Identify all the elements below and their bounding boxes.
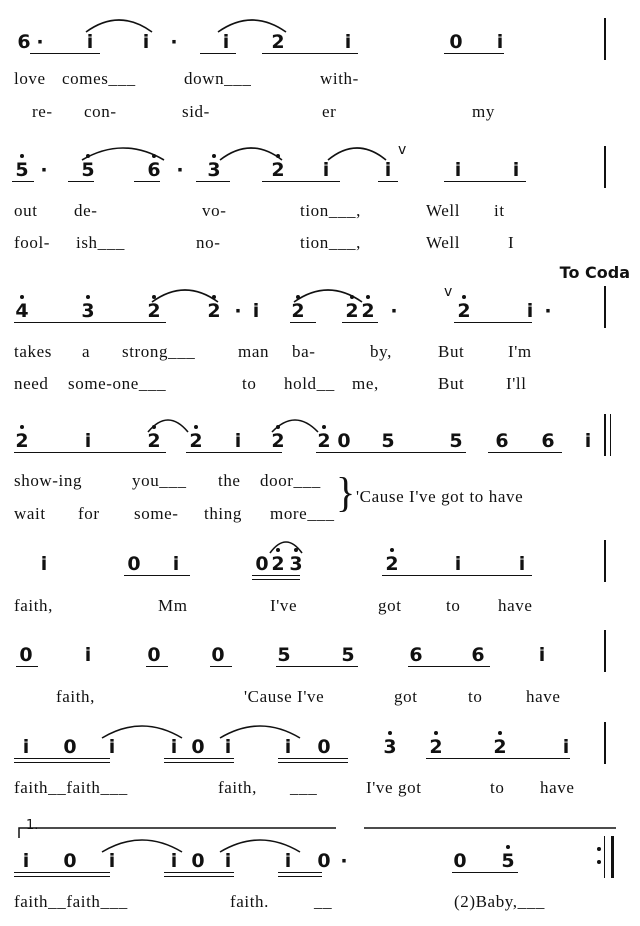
lyric-word: I'm [508, 342, 532, 361]
lyric-word: tion___, [300, 201, 361, 220]
lyric-word: But [438, 374, 465, 393]
note: i [22, 736, 30, 758]
note: 6 [541, 430, 555, 452]
lyric-word: have [498, 596, 533, 615]
note: 2 [270, 553, 286, 575]
note: · [390, 300, 398, 322]
lyric-word: Well [426, 233, 461, 252]
lyric-word: to [490, 778, 505, 797]
lyric-line [14, 68, 614, 92]
lyric-word: you___ [132, 471, 187, 490]
brace: } [336, 468, 356, 517]
barline [604, 18, 606, 60]
lyric-word: with- [320, 69, 359, 88]
barline [604, 146, 606, 188]
note: i [526, 300, 534, 322]
note: 2 [146, 430, 162, 452]
note: 5 [80, 159, 96, 181]
note: i [252, 300, 260, 322]
lyric-line [14, 686, 614, 710]
note: i [496, 31, 504, 53]
notes-row-5 [14, 553, 614, 583]
slur [84, 12, 154, 34]
note: i [84, 644, 92, 666]
note: 0 [19, 644, 33, 666]
lyric-word: man [238, 342, 270, 361]
note: · [234, 300, 242, 322]
lyric-word: to [242, 374, 257, 393]
slur [218, 832, 302, 854]
lyric-word: (2)Baby,___ [454, 892, 545, 911]
note: 2 [384, 553, 400, 575]
lyric-word: thing [204, 504, 242, 523]
note: 0 [337, 430, 351, 452]
lyric-word: I'll [506, 374, 527, 393]
note: 2 [270, 159, 286, 181]
volta-label: 1. [26, 818, 39, 833]
lyric-line [14, 777, 614, 801]
note: 6 [471, 644, 485, 666]
notes-row-6 [14, 644, 614, 674]
note: i [538, 644, 546, 666]
lyric-word: down___ [184, 69, 252, 88]
lyric-word: to [468, 687, 483, 706]
note: i [512, 159, 520, 181]
lyric-word: tion___, [300, 233, 361, 252]
barline [604, 540, 606, 582]
lyric-word: no- [196, 233, 221, 252]
note: i [384, 159, 392, 181]
lyric-word: er [322, 102, 337, 121]
lyric-word: have [540, 778, 575, 797]
lyric-line [14, 101, 614, 125]
lyric-line [14, 341, 614, 365]
lyric-word: a [82, 342, 91, 361]
lyric-word: show-ing [14, 471, 83, 490]
note: 2 [290, 300, 306, 322]
slur [326, 140, 388, 162]
note: i [584, 430, 592, 452]
notes-row-4 [14, 430, 614, 460]
note: i [108, 736, 116, 758]
note: · [40, 159, 48, 181]
note: 0 [317, 850, 331, 872]
slur [218, 718, 302, 740]
breath-mark: v [398, 142, 407, 158]
lyric-word: hold__ [284, 374, 335, 393]
slur [150, 282, 220, 304]
note: i [142, 31, 150, 53]
lyric-line [14, 891, 614, 915]
slur [100, 832, 184, 854]
note: 2 [188, 430, 204, 452]
note: 2 [271, 31, 285, 53]
lyric-word: 'Cause I've got to have [356, 487, 524, 506]
note: 2 [146, 300, 162, 322]
lyric-word: me, [352, 374, 379, 393]
note: 5 [341, 644, 355, 666]
notes-row-1 [14, 31, 614, 61]
lyric-word: ba- [292, 342, 316, 361]
barline [604, 722, 606, 764]
note: 3 [206, 159, 222, 181]
barline [604, 630, 606, 672]
note: 2 [14, 430, 30, 452]
to-coda-label: To Coda [559, 263, 630, 282]
lyric-word: need [14, 374, 49, 393]
lyric-word: de- [74, 201, 98, 220]
note: 0 [453, 850, 467, 872]
note: i [86, 31, 94, 53]
slur [268, 535, 304, 555]
slur [146, 412, 190, 434]
lyric-word: wait [14, 504, 46, 523]
note: 5 [14, 159, 30, 181]
note: 3 [80, 300, 96, 322]
lyric-line [14, 232, 614, 256]
note: 6 [146, 159, 162, 181]
note: 0 [127, 553, 141, 575]
barline [610, 414, 611, 456]
note: 0 [317, 736, 331, 758]
note: 5 [381, 430, 395, 452]
lyric-word: Well [426, 201, 461, 220]
lyric-line [14, 200, 614, 224]
slur [218, 140, 284, 162]
note: 0 [147, 644, 161, 666]
note: · [340, 850, 348, 872]
lyric-word: takes [14, 342, 52, 361]
notes-row-3 [14, 300, 614, 330]
lyric-word: re- [32, 102, 53, 121]
lyric-word: con- [84, 102, 117, 121]
lyric-word: ___ [290, 778, 318, 797]
note: 4 [14, 300, 30, 322]
lyric-word: some- [134, 504, 179, 523]
lyric-word: my [472, 102, 495, 121]
lyric-word: the [218, 471, 241, 490]
lyric-word: I've [270, 596, 298, 615]
repeat-dot [597, 860, 601, 864]
note: i [454, 159, 462, 181]
lyric-word: 'Cause I've [244, 687, 325, 706]
note: 2 [428, 736, 444, 758]
note: 3 [382, 736, 398, 758]
note: · [176, 159, 184, 181]
lyric-word: But [438, 342, 465, 361]
note: 6 [495, 430, 509, 452]
note: 5 [277, 644, 291, 666]
lyric-word: it [494, 201, 505, 220]
lyric-line [14, 595, 614, 619]
lyric-line [14, 373, 614, 397]
note: 3 [288, 553, 304, 575]
note: 0 [63, 736, 77, 758]
lyric-word: got [378, 596, 402, 615]
note: 2 [316, 430, 332, 452]
lyric-word: love [14, 69, 46, 88]
lyric-word: ish___ [76, 233, 125, 252]
note: i [518, 553, 526, 575]
note: i [224, 850, 232, 872]
note: i [108, 850, 116, 872]
note: · [544, 300, 552, 322]
lyric-line [356, 486, 616, 510]
note: 0 [63, 850, 77, 872]
note: 2 [492, 736, 508, 758]
note: i [234, 430, 242, 452]
lyric-word: strong___ [122, 342, 196, 361]
note: i [284, 736, 292, 758]
lyric-word: faith__faith___ [14, 892, 128, 911]
note: 2 [206, 300, 222, 322]
lyric-word: faith, [218, 778, 258, 797]
breath-mark: v [444, 284, 453, 300]
note: · [36, 31, 44, 53]
lyric-word: some-one___ [68, 374, 167, 393]
note: 0 [211, 644, 225, 666]
lyric-word: faith, [14, 596, 54, 615]
note: · [170, 31, 178, 53]
note: 0 [449, 31, 463, 53]
note: i [224, 736, 232, 758]
lyric-word: to [446, 596, 461, 615]
lyric-word: comes___ [62, 69, 136, 88]
note: i [222, 31, 230, 53]
note: i [344, 31, 352, 53]
note: i [170, 850, 178, 872]
note: i [22, 850, 30, 872]
note: 5 [500, 850, 516, 872]
lyric-word: sid- [182, 102, 210, 121]
lyric-word: faith__faith___ [14, 778, 128, 797]
lyric-word: faith. [230, 892, 270, 911]
note: 5 [449, 430, 463, 452]
note: 6 [409, 644, 423, 666]
lyric-word: I've got [366, 778, 422, 797]
lyric-word: __ [314, 892, 333, 911]
slur [270, 412, 320, 434]
note: i [170, 736, 178, 758]
note: 0 [191, 736, 205, 758]
note: i [562, 736, 570, 758]
lyric-word: out [14, 201, 38, 220]
lyric-word: Mm [158, 596, 188, 615]
lyric-word: for [78, 504, 100, 523]
slur [80, 140, 166, 162]
final-barline [611, 836, 614, 878]
note: 0 [191, 850, 205, 872]
barline [604, 836, 605, 878]
note: 2 [360, 300, 376, 322]
repeat-dot [597, 847, 601, 851]
note: i [284, 850, 292, 872]
notes-row-2 [14, 159, 614, 189]
note: i [84, 430, 92, 452]
note: 2 [270, 430, 286, 452]
lyric-word: vo- [202, 201, 227, 220]
note: i [40, 553, 48, 575]
barline [604, 414, 606, 456]
lyric-word: door___ [260, 471, 321, 490]
note: 6 [17, 31, 31, 53]
lyric-word: I [508, 233, 515, 252]
lyric-word: got [394, 687, 418, 706]
lyric-word: have [526, 687, 561, 706]
note: i [322, 159, 330, 181]
slur [292, 282, 364, 304]
note: 0 [255, 553, 269, 575]
note: i [454, 553, 462, 575]
note: 2 [456, 300, 472, 322]
lyric-word: faith, [56, 687, 96, 706]
slur [100, 718, 184, 740]
note: 2 [344, 300, 360, 322]
slur [216, 12, 288, 34]
lyric-word: by, [370, 342, 392, 361]
lyric-word: fool- [14, 233, 51, 252]
barline [604, 286, 606, 328]
note: i [172, 553, 180, 575]
lyric-word: more___ [270, 504, 335, 523]
